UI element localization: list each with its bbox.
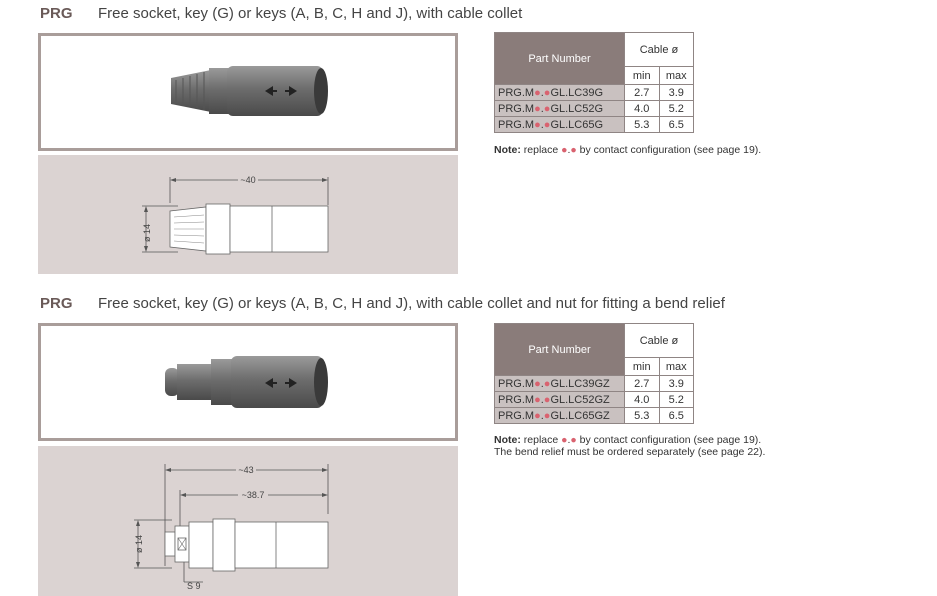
table-row (495, 392, 694, 408)
part-number-table-2 (494, 323, 694, 424)
part-number-cell: PRG.M●.●GL.LC52G (495, 101, 625, 117)
part-number-cell: PRG.M●.●GL.LC39G (495, 85, 625, 101)
table-row (495, 85, 694, 101)
product-photo-1 (38, 33, 458, 151)
cable-max-cell: 6.5 (659, 117, 694, 133)
section-2-title: Free socket, key (G) or keys (A, B, C, H and J), with cable collet and nut for fitting a bend relief (98, 295, 725, 312)
product-photo-2 (38, 323, 458, 441)
part-number-cell: PRG.M●.●GL.LC52GZ (495, 392, 625, 408)
cable-min-cell: 2.7 (625, 85, 660, 101)
length-dimension-label-1: ~40 (240, 175, 256, 185)
cable-max-cell: 3.9 (659, 85, 694, 101)
cable-min-cell: 4.0 (625, 392, 660, 408)
min-header: min (625, 67, 660, 85)
section-2-code: PRG (40, 295, 73, 312)
part-number-header: Part Number (495, 33, 625, 85)
diameter-dimension-label-2: ø 14 (134, 534, 144, 554)
cable-min-cell: 2.7 (625, 376, 660, 392)
cable-max-cell: 5.2 (659, 101, 694, 117)
part-number-table-1 (494, 32, 694, 133)
note-1: Note: replace ●.● by contact configuration (see page 19). (494, 144, 762, 156)
diameter-dimension-label-1: ø 14 (142, 223, 152, 243)
section-2-heading (40, 295, 725, 312)
note-2: Note: replace ●.● by contact configuration (see page 19). The bend relief must be ordered separately (see page 22). (494, 434, 766, 458)
section-1-heading (40, 5, 522, 22)
part-number-header: Part Number (495, 324, 625, 376)
part-number-cell: PRG.M●.●GL.LC39GZ (495, 376, 625, 392)
table-row (495, 117, 694, 133)
max-header: max (659, 358, 694, 376)
total-length-label: ~43 (238, 465, 254, 475)
cable-min-cell: 5.3 (625, 408, 660, 424)
socket-dimension-drawing-2 (38, 446, 458, 596)
socket-dimension-drawing-1 (38, 155, 458, 274)
section-1-title: Free socket, key (G) or keys (A, B, C, H and J), with cable collet (98, 5, 523, 22)
cable-max-cell: 6.5 (659, 408, 694, 424)
table-row (495, 408, 694, 424)
cable-diameter-header: Cable ø (625, 33, 694, 67)
min-header: min (625, 358, 660, 376)
max-header: max (659, 67, 694, 85)
cable-diameter-header: Cable ø (625, 324, 694, 358)
table-row (495, 376, 694, 392)
cable-min-cell: 5.3 (625, 117, 660, 133)
part-number-cell: PRG.M●.●GL.LC65GZ (495, 408, 625, 424)
socket-photo-illustration-2 (41, 326, 455, 438)
technical-drawing-2 (38, 446, 458, 596)
cable-max-cell: 5.2 (659, 392, 694, 408)
note-2-line-2: The bend relief must be ordered separately (see page 22). (494, 446, 766, 458)
body-length-label: ~38.7 (241, 490, 265, 500)
table-row (495, 101, 694, 117)
cable-min-cell: 4.0 (625, 101, 660, 117)
technical-drawing-1 (38, 155, 458, 274)
part-number-cell: PRG.M●.●GL.LC65G (495, 117, 625, 133)
cable-max-cell: 3.9 (659, 376, 694, 392)
socket-photo-illustration-1 (41, 36, 455, 148)
wrench-size-label: S 9 (187, 581, 201, 591)
section-1-code: PRG (40, 5, 73, 22)
